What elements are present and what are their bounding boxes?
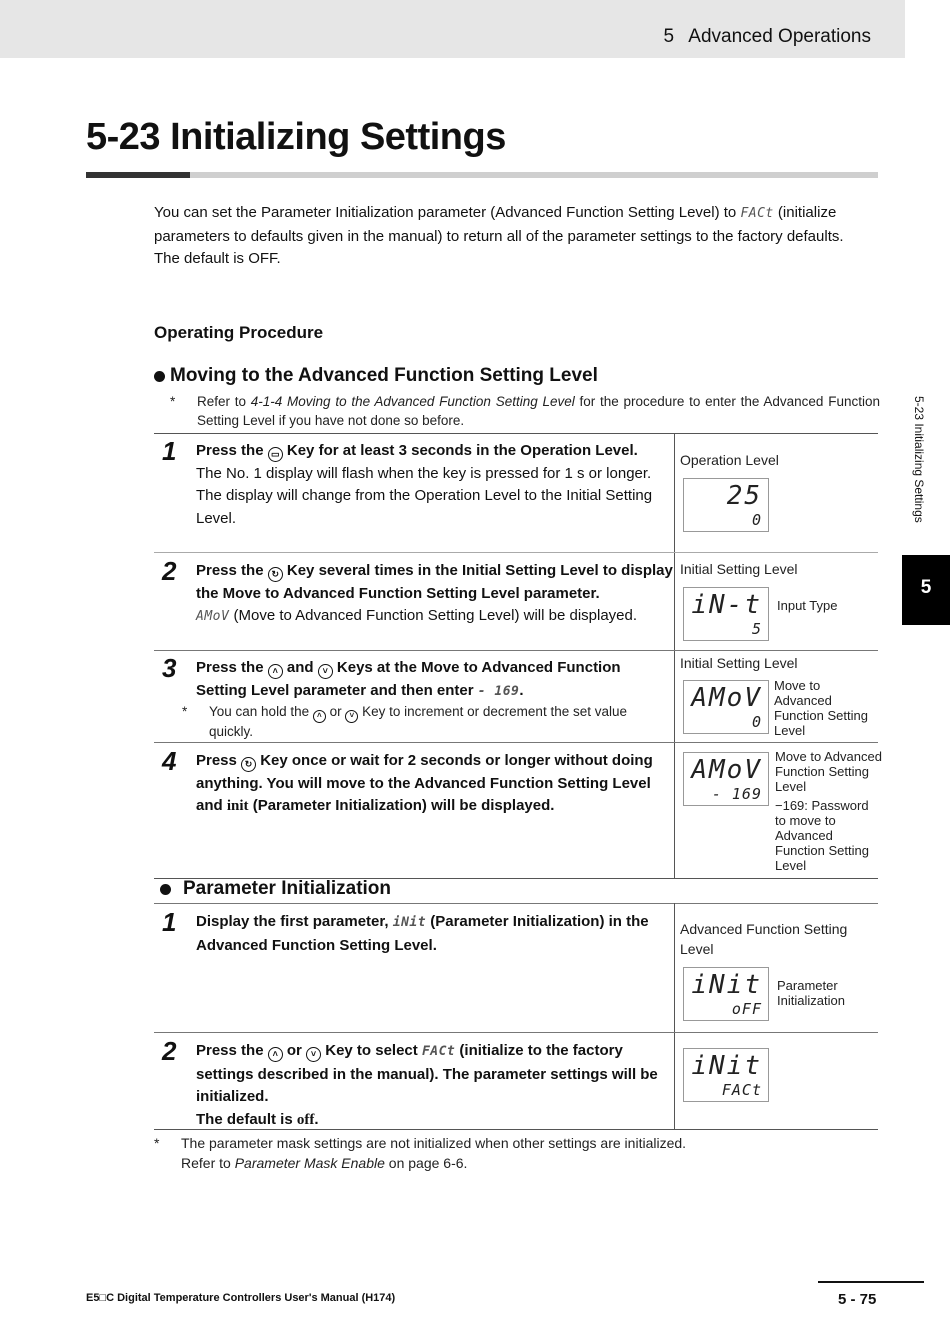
table-column-divider bbox=[674, 433, 675, 878]
chapter-tab[interactable]: 5 bbox=[902, 555, 950, 625]
step-number: 2 bbox=[162, 556, 177, 586]
note-text-cont: Key to increment or decrement the set value quickly. bbox=[209, 704, 627, 739]
up-key-icon: ˄ bbox=[268, 1047, 283, 1062]
panel-description bbox=[775, 749, 885, 873]
down-key-icon: ˅ bbox=[306, 1047, 321, 1062]
off-code: off bbox=[296, 1111, 315, 1128]
step-4 bbox=[154, 746, 674, 818]
page-title: 5-23 Initializing Settings bbox=[86, 116, 506, 158]
step-instruction: Press bbox=[196, 752, 242, 769]
intro-text: You can set the Parameter Initialization parameter (Advanced Function Setting Level) to bbox=[154, 204, 741, 221]
lcd-line-2: FACt bbox=[721, 1081, 762, 1099]
up-key-icon: ˄ bbox=[313, 710, 326, 723]
title-rule bbox=[86, 172, 878, 178]
note-asterisk: * bbox=[170, 394, 176, 409]
step-number: 4 bbox=[162, 746, 177, 776]
row-divider bbox=[154, 650, 878, 651]
panel-description-password: −169: Password to move to Advanced Function Setting Level bbox=[775, 798, 869, 873]
default-text-end: . bbox=[314, 1110, 319, 1128]
default-text: The default is bbox=[196, 1110, 297, 1128]
step-3 bbox=[154, 653, 674, 742]
footer-manual-title: E5□C Digital Temperature Controllers User's Manual (H174) bbox=[86, 1292, 396, 1304]
lcd-display bbox=[683, 680, 769, 734]
table-rule bbox=[154, 433, 878, 434]
init-step-1 bbox=[154, 907, 674, 957]
intro-paragraph bbox=[154, 202, 880, 271]
step-number: 1 bbox=[162, 436, 177, 466]
chapter-title: Advanced Operations bbox=[688, 26, 871, 47]
note-text: Refer to bbox=[197, 394, 251, 409]
lcd-line-1: iNit bbox=[691, 970, 762, 1000]
step-instruction: Press the bbox=[196, 562, 268, 579]
init-code: iNit bbox=[392, 915, 427, 930]
bullet-icon bbox=[160, 884, 171, 895]
display-panel-operation bbox=[680, 450, 880, 529]
row-divider bbox=[154, 1032, 878, 1033]
note-text: You can hold the bbox=[209, 704, 313, 719]
intro-default: The default is OFF. bbox=[154, 250, 281, 267]
table-column-divider bbox=[674, 903, 675, 1129]
step-1 bbox=[154, 436, 674, 530]
footnote-cross-reference[interactable]: Parameter Mask Enable bbox=[234, 1154, 385, 1171]
chapter-header bbox=[663, 26, 871, 48]
section-heading-advanced bbox=[154, 365, 598, 387]
footnote-text: The parameter mask settings are not initialized when other settings are initialized. bbox=[181, 1135, 687, 1151]
step-instruction-cont: (Parameter Initialization) in the Advanced Function Setting Level. bbox=[196, 913, 649, 954]
down-key-icon: ˅ bbox=[318, 664, 333, 679]
note-text-conj: or bbox=[325, 704, 346, 719]
fact-code: FACt bbox=[740, 206, 774, 221]
step-instruction-conj: and bbox=[282, 659, 318, 676]
display-panel-init-off bbox=[680, 919, 880, 1018]
step-2 bbox=[154, 556, 674, 629]
section-heading-parameter-init bbox=[160, 878, 391, 900]
password-code: - 169 bbox=[477, 683, 520, 699]
lcd-display bbox=[683, 478, 769, 532]
step-instruction-cont: Key to select bbox=[321, 1042, 422, 1059]
amov-code: AMoV bbox=[196, 609, 230, 624]
display-panel-amov bbox=[680, 653, 880, 738]
step-instruction-end: . bbox=[519, 681, 524, 699]
step-detail: The No. 1 display will flash when the key is pressed for 1 s or longer. bbox=[196, 464, 652, 482]
step-instruction: Display the first parameter, bbox=[196, 913, 393, 930]
lcd-line-1: AMoV bbox=[691, 755, 762, 785]
page-number: 5 - 75 bbox=[838, 1291, 877, 1308]
step-instruction: Press the bbox=[196, 442, 268, 459]
step-number: 3 bbox=[162, 653, 177, 683]
side-section-text: 5-23 Initializing Settings bbox=[912, 396, 926, 523]
lcd-line-2: 5 bbox=[751, 620, 762, 638]
panel-description: Move to Advanced Function Setting Level bbox=[774, 678, 868, 738]
section-heading-text: Moving to the Advanced Function Setting Level bbox=[170, 365, 598, 386]
fact-code: FACt bbox=[421, 1044, 456, 1059]
step-detail: (Move to Advanced Function Setting Level) will be displayed. bbox=[229, 607, 638, 624]
table-rule bbox=[154, 903, 878, 904]
mode-key-icon: ↻ bbox=[241, 757, 256, 772]
chapter-number: 5 bbox=[663, 26, 675, 47]
step-instruction-cont: Key once or wait for 2 seconds or longer without doing anything. You will move to the Advanced Function Setting Level and bbox=[196, 752, 653, 814]
down-key-icon: ˅ bbox=[345, 710, 358, 723]
step-instruction-cont: Key for at least 3 seconds in the Operation Level. bbox=[282, 442, 638, 459]
step-detail: The display will change from the Operation Level to the Initial Setting Level. bbox=[196, 487, 653, 527]
display-panel-input-type bbox=[680, 559, 880, 638]
panel-label: Initial Setting Level bbox=[680, 561, 798, 577]
step-note bbox=[182, 703, 674, 742]
lcd-line-1: iN-t bbox=[691, 590, 762, 620]
lcd-line-2: - 169 bbox=[711, 785, 762, 803]
panel-description: Input Type bbox=[777, 598, 838, 613]
panel-label: Advanced Function Setting Level bbox=[680, 921, 848, 957]
footnote bbox=[154, 1134, 880, 1173]
footnote-text: Refer to bbox=[181, 1154, 235, 1171]
panel-label: Operation Level bbox=[680, 452, 779, 468]
section-heading-text: Parameter Initialization bbox=[183, 878, 392, 899]
step-instruction-end: (initialize to the factory settings described in the manual). The parameter settings will be initialized. bbox=[196, 1042, 658, 1105]
lcd-display bbox=[683, 967, 769, 1021]
lcd-line-2: oFF bbox=[731, 1000, 762, 1018]
lcd-display bbox=[683, 587, 769, 641]
side-section-label bbox=[908, 396, 928, 546]
step-instruction-cont: Keys at the Move to Advanced Function Setting Level parameter and then enter bbox=[196, 659, 621, 699]
step-instruction-cont: Key several times in the Initial Setting Level to display the Move to Advanced Function Setting Level parameter. bbox=[196, 562, 673, 602]
step-number: 2 bbox=[162, 1036, 177, 1066]
panel-label: Initial Setting Level bbox=[680, 655, 798, 671]
lcd-line-1: AMoV bbox=[691, 683, 762, 713]
lcd-line-2: 0 bbox=[751, 713, 762, 731]
note-asterisk: * bbox=[182, 704, 188, 719]
mode-key-icon: ↻ bbox=[268, 567, 283, 582]
intro-text-cont: (initialize parameters to defaults given in the manual) to return all of the parameter settings to the factory defaults. bbox=[154, 204, 844, 245]
step-number: 1 bbox=[162, 907, 177, 937]
operating-procedure-heading: Operating Procedure bbox=[154, 323, 324, 342]
row-divider bbox=[154, 552, 878, 553]
lcd-line-1: iNit bbox=[691, 1051, 762, 1081]
note-text-cont: for the procedure to enter the Advanced Function Setting Level if you have not done so before. bbox=[197, 394, 880, 428]
panel-description: Parameter Initialization bbox=[777, 978, 845, 1008]
lcd-line-1: 25 bbox=[726, 481, 762, 511]
level-key-icon: ▭ bbox=[268, 447, 283, 462]
step-instruction-conj: or bbox=[282, 1042, 307, 1059]
title-rule-accent bbox=[86, 172, 190, 178]
footnote-text-end: on page 6-6. bbox=[384, 1154, 468, 1171]
step-instruction: Press the bbox=[196, 1042, 268, 1059]
row-divider bbox=[154, 742, 878, 743]
init-code: init bbox=[226, 798, 249, 814]
bullet-icon bbox=[154, 371, 165, 382]
step-instruction-end: (Parameter Initialization) will be displayed. bbox=[248, 797, 555, 814]
footer-rule bbox=[818, 1281, 924, 1283]
lcd-display bbox=[683, 1048, 769, 1102]
lcd-display bbox=[683, 752, 769, 806]
panel-description-title: Move to Advanced Function Setting Level bbox=[775, 749, 882, 794]
footnote-asterisk: * bbox=[154, 1135, 160, 1151]
step-instruction: Press the bbox=[196, 659, 268, 676]
reference-note bbox=[170, 393, 880, 430]
up-key-icon: ˄ bbox=[268, 664, 283, 679]
lcd-line-2: 0 bbox=[751, 511, 762, 529]
note-cross-reference[interactable]: 4-1-4 Moving to the Advanced Function Setting Level bbox=[250, 394, 575, 409]
init-step-2 bbox=[154, 1036, 674, 1131]
